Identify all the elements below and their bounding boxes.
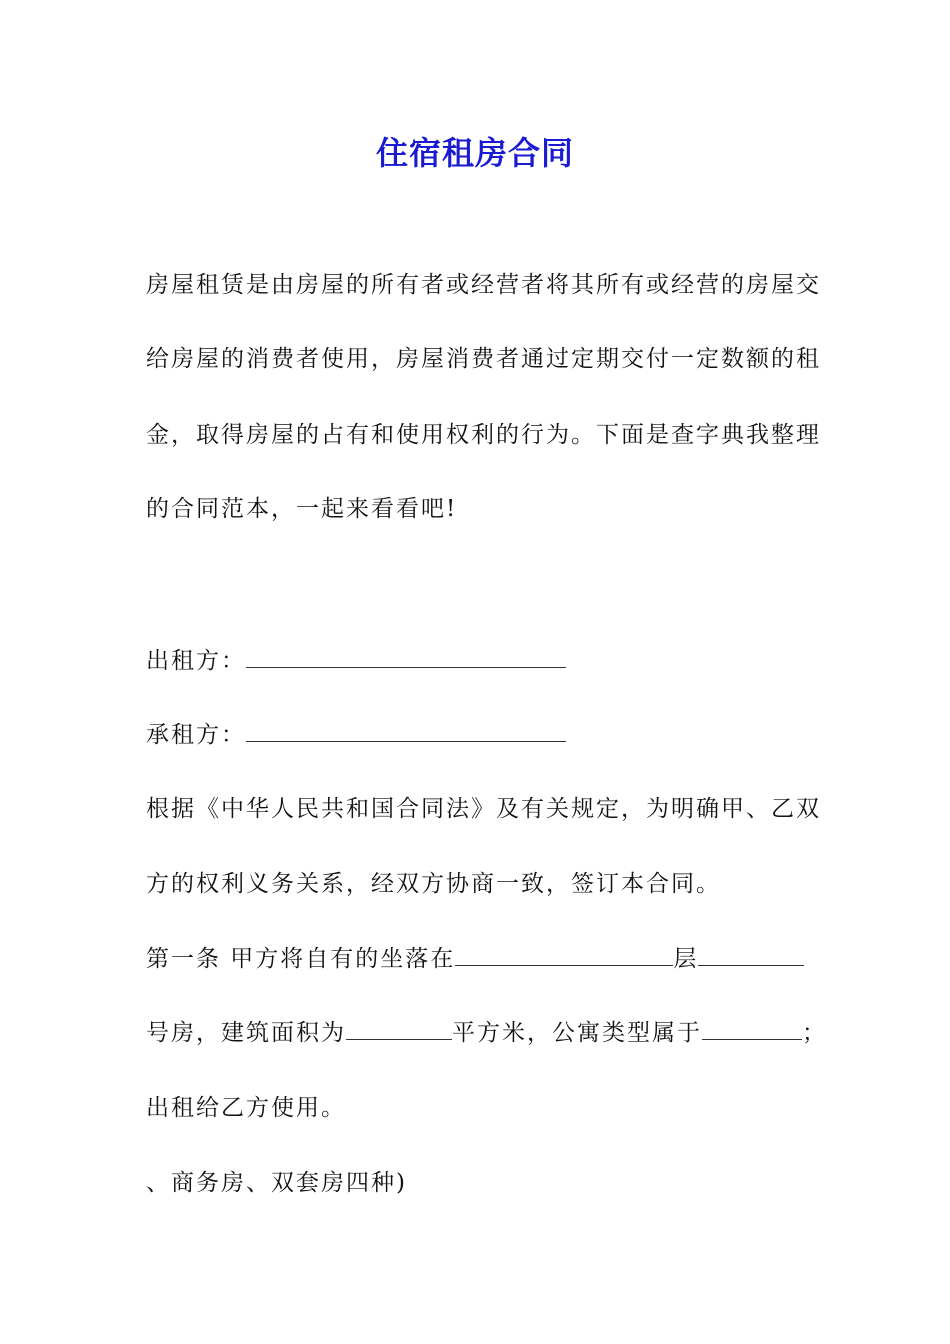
intro-line-2: 给房屋的消费者使用，房屋消费者通过定期交付一定数额的租 <box>146 346 821 372</box>
intro-line-3: 金，取得房屋的占有和使用权利的行为。下面是查字典我整理 <box>146 422 821 448</box>
article1-text-5: ； <box>802 1020 827 1046</box>
document-title: 住宿租房合同 <box>375 134 574 172</box>
lessor-row <box>146 645 566 676</box>
type-blank[interactable] <box>702 1017 802 1040</box>
article1-text-1: 第一条 甲方将自有的坐落在 <box>146 946 456 972</box>
article1-text-2: 层 <box>673 946 699 972</box>
article1-line-1 <box>146 943 804 974</box>
basis-line-1: 根据《中华人民共和国合同法》及有关规定，为明确甲、乙双 <box>146 796 821 822</box>
lessor-blank[interactable] <box>246 645 566 668</box>
article1-line-2 <box>146 1017 827 1048</box>
article1-text-3: 号房，建筑面积为 <box>146 1020 346 1046</box>
location-blank[interactable] <box>455 943 673 966</box>
lessee-blank[interactable] <box>246 719 566 742</box>
basis-line-2: 方的权利义务关系，经双方协商一致，签订本合同。 <box>146 871 721 897</box>
area-blank[interactable] <box>346 1017 452 1040</box>
lessee-row <box>146 719 566 750</box>
intro-line-1: 房屋租赁是由房屋的所有者或经营者将其所有或经营的房屋交 <box>146 272 821 298</box>
intro-line-4: 的合同范本，一起来看看吧! <box>146 496 458 522</box>
floor-blank[interactable] <box>698 943 804 966</box>
lessee-label: 承租方： <box>146 722 246 748</box>
article1-line-3: 出租给乙方使用。 <box>146 1095 346 1121</box>
note-line: 、商务房、双套房四种) <box>146 1170 407 1196</box>
article1-text-4: 平方米，公寓类型属于 <box>452 1020 702 1046</box>
lessor-label: 出租方： <box>146 648 246 674</box>
